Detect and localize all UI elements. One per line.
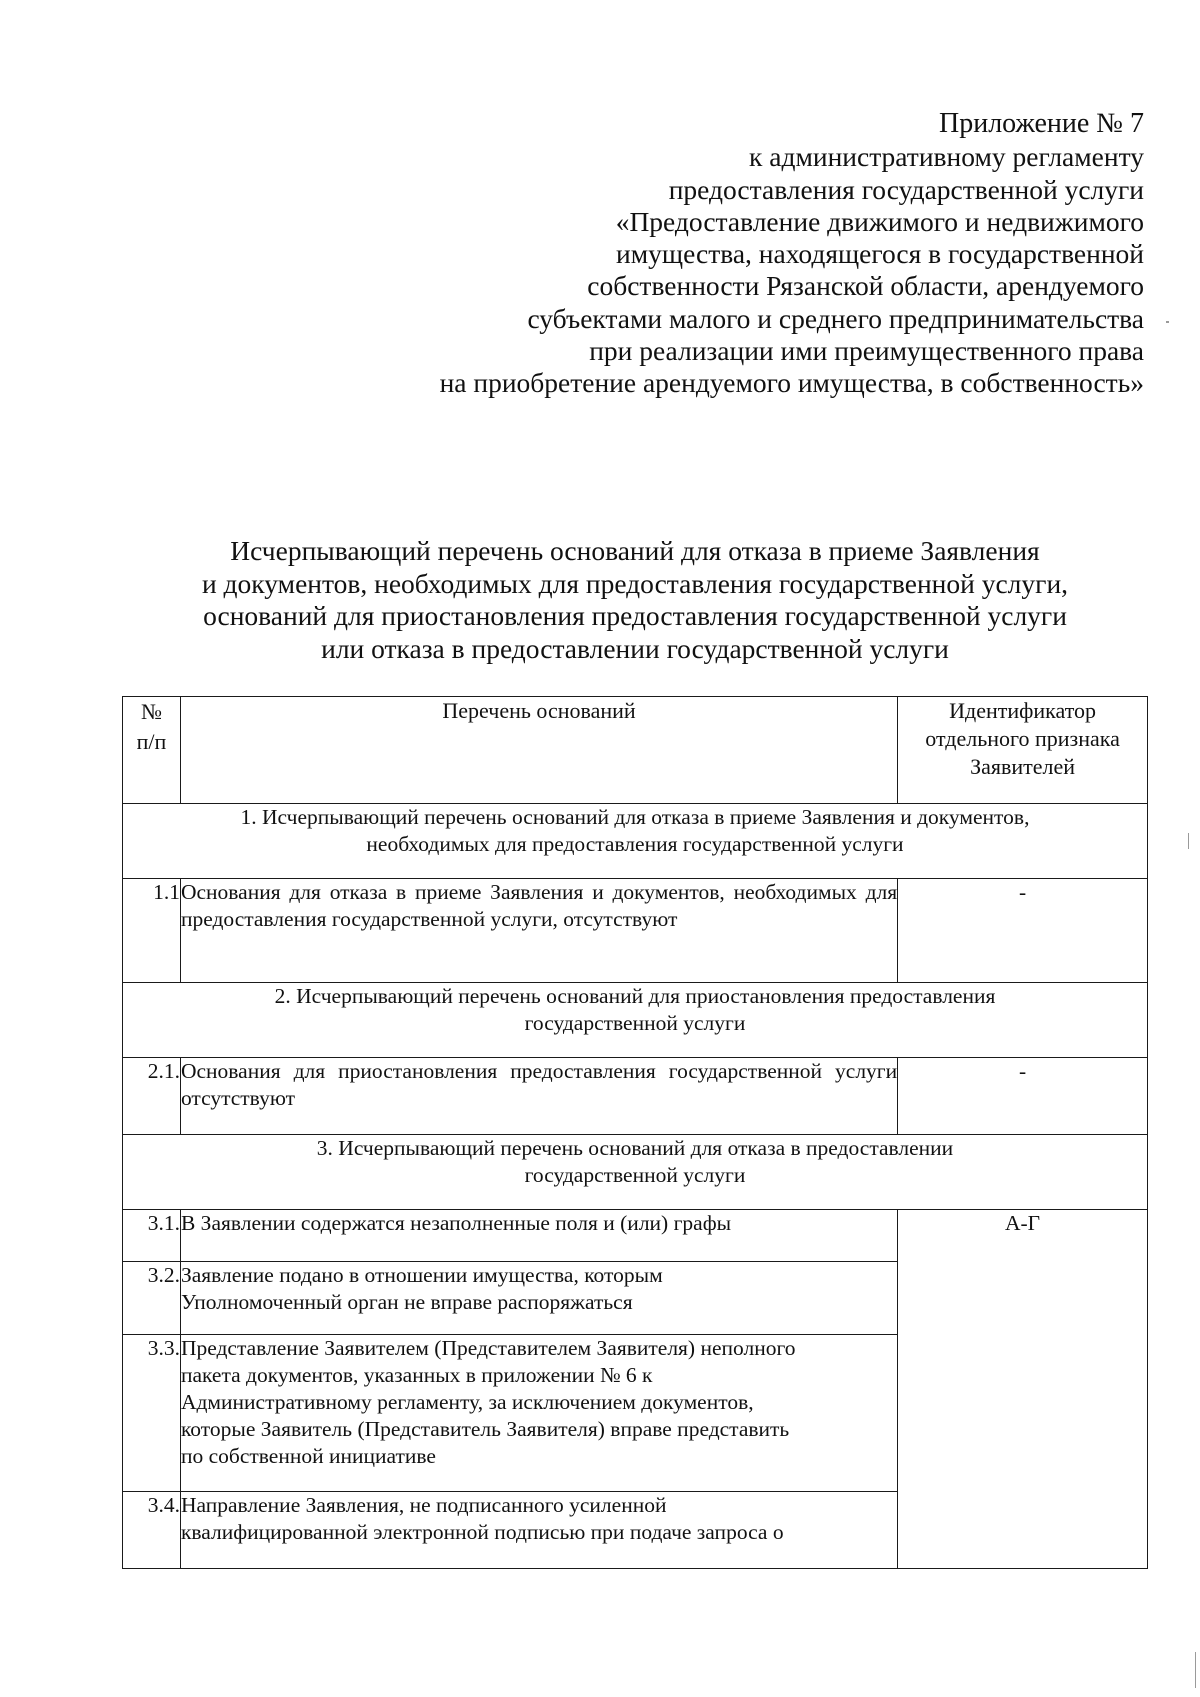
section-3-heading xyxy=(123,1135,1148,1210)
appendix-line: Приложение № 7 xyxy=(939,108,1144,139)
row-number: 3.4. xyxy=(123,1492,181,1569)
title-line: Исчерпывающий перечень оснований для отказа в приеме Заявления xyxy=(230,535,1040,566)
grounds-table xyxy=(122,696,1148,1569)
header-identifier-line: Заявителей xyxy=(970,754,1076,779)
row-basis xyxy=(180,1492,897,1569)
title-line: или отказа в предоставлении государственной услуги xyxy=(321,632,949,664)
section-line: 3. Исчерпывающий перечень оснований для отказа в предоставлении xyxy=(316,1136,954,1160)
row-identifier: - xyxy=(898,1058,1148,1135)
header-number-symbol: № xyxy=(140,699,162,724)
basis-line: квалифицированной электронной подписью при подаче запроса о xyxy=(180,1520,784,1544)
row-number: 3.1. xyxy=(123,1210,181,1262)
section-line: 1. Исчерпывающий перечень оснований для отказа в приеме Заявления и документов, xyxy=(240,805,1030,829)
section-row xyxy=(123,804,1148,879)
appendix-line: предоставления государственной услуги xyxy=(668,173,1144,205)
row-basis xyxy=(180,1262,897,1335)
basis-line: Административному регламенту, за исключением документов, xyxy=(180,1390,754,1414)
section-line: государственной услуги xyxy=(524,1011,746,1035)
table-row xyxy=(123,1058,1148,1135)
header-basis: Перечень оснований xyxy=(180,697,897,804)
section-2-heading xyxy=(123,983,1148,1058)
appendix-line: собственности Рязанской области, арендуемого xyxy=(587,270,1144,302)
header-number-abbr: п/п xyxy=(136,729,167,754)
scan-mark xyxy=(1195,1652,1196,1688)
section-row xyxy=(123,1135,1148,1210)
scan-mark xyxy=(1166,321,1169,323)
section-line: 2. Исчерпывающий перечень оснований для приостановления предоставления xyxy=(274,984,996,1008)
header-identifier xyxy=(898,697,1148,804)
row-identifier: - xyxy=(898,879,1148,983)
basis-line: по собственной инициативе xyxy=(180,1444,436,1468)
section-1-heading xyxy=(123,804,1148,879)
basis-line: Заявление подано в отношении имущества, которым xyxy=(180,1263,663,1287)
table-header-row xyxy=(123,697,1148,804)
appendix-caption xyxy=(384,108,1144,400)
title-line: оснований для приостановления предоставления государственной услуги xyxy=(203,600,1067,631)
basis-line: Представление Заявителем (Представителем Заявителя) неполного xyxy=(180,1336,796,1360)
section-row xyxy=(123,983,1148,1058)
appendix-line: субъектами малого и среднего предпринимательства xyxy=(527,302,1144,334)
document-title xyxy=(120,535,1150,665)
appendix-line: «Предоставление движимого и недвижимого xyxy=(615,205,1144,237)
row-basis: В Заявлении содержатся незаполненные поля и (или) графы xyxy=(180,1210,897,1262)
basis-line: Уполномоченный орган не вправе распоряжаться xyxy=(180,1290,633,1314)
title-line: и документов, необходимых для предоставления государственной услуги, xyxy=(201,567,1069,599)
row-basis: Основания для приостановления предоставления государственной услуги отсутствуют xyxy=(180,1058,897,1135)
appendix-line: имущества, находящегося в государственной xyxy=(616,238,1144,270)
row-number: 1.1 xyxy=(123,879,181,983)
row-identifier: А-Г xyxy=(898,1210,1148,1569)
basis-line: пакета документов, указанных в приложении № 6 к xyxy=(180,1363,653,1387)
header-number xyxy=(123,697,181,804)
row-basis xyxy=(180,1335,897,1492)
appendix-line: при реализации ими преимущественного права xyxy=(589,335,1144,367)
basis-line: которые Заявитель (Представитель Заявителя) вправе представить xyxy=(180,1417,790,1441)
table-row xyxy=(123,1210,1148,1262)
appendix-line: к административному регламенту xyxy=(749,141,1144,173)
row-number: 3.2. xyxy=(123,1262,181,1335)
section-line: необходимых для предоставления государственной услуги xyxy=(366,832,904,856)
row-number: 3.3. xyxy=(123,1335,181,1492)
header-identifier-line: отдельного признака xyxy=(925,726,1120,751)
table-row xyxy=(123,879,1148,983)
row-basis: Основания для отказа в приеме Заявления и документов, необходимых для предоставления государственной услуги, отсутствуют xyxy=(180,879,897,983)
basis-line: Направление Заявления, не подписанного усиленной xyxy=(180,1493,667,1517)
scan-mark xyxy=(1188,833,1189,849)
appendix-line: на приобретение арендуемого имущества, в собственность» xyxy=(439,367,1144,399)
row-number: 2.1. xyxy=(123,1058,181,1135)
section-line: государственной услуги xyxy=(524,1163,746,1187)
header-identifier-line: Идентификатор xyxy=(949,698,1097,723)
